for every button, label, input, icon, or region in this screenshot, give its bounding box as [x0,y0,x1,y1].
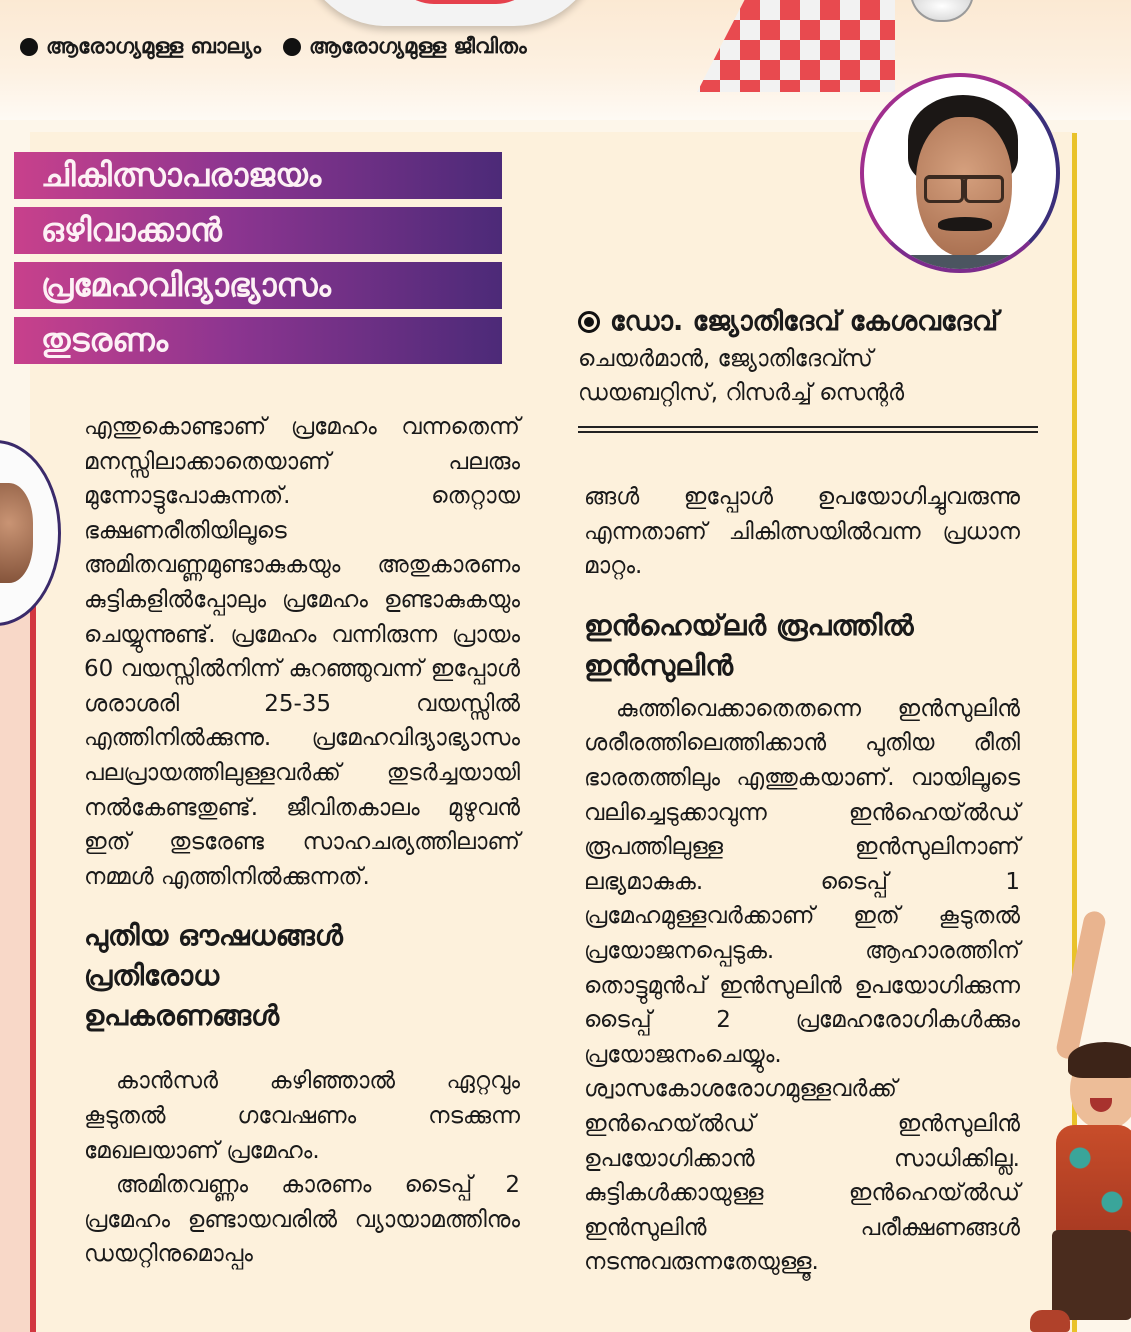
author-name: ഡോ. ജ്യോതിദേവ് കേശവദേവ് [610,306,999,337]
tagline-item [20,34,261,59]
left-accent-rule [30,520,36,1332]
headline-line: പ്രമേഹവിദ്യാഭ്യാസം [14,262,502,309]
continued-paragraph: ങ്ങൾ ഇപ്പോൾ ഉപയോഗിച്ചുവരുന്നു എന്നതാണ് ചികിത്സയിൽവന്ന പ്രധാന മാറ്റം. [584,484,1020,580]
headline-line: തുടരണം [14,317,502,364]
headline-line: ഒഴിവാക്കാൻ [14,207,502,254]
subheading [84,916,520,1036]
portrait-face [0,483,33,583]
child-hair [1068,1042,1131,1078]
subheading-line: ഉപകരണങ്ങൾ [84,999,280,1033]
photo-glasses [924,175,1004,201]
author-role-line: ചെയർമാൻ, ജ്യോതിദേവ്സ് [578,346,873,372]
intro-paragraph: എന്തുകൊണ്ടാണ് പ്രമേഹം വന്നതെന്ന് മനസ്സിലാക്കാതെയാണ് പലരും മുന്നോട്ടുപോകുന്നത്. തെറ്റായ ഭക്ഷണരീതിയിലൂടെ അമിതവണ്ണമുണ്ടാകുകയും അതുകാരണം കുട്ടികളിൽപ്പോലും പ്രമേഹം ഉണ്ടാകുകയും ചെയ്യുന്നുണ്ട്. പ്രമേഹം വന്നിരുന്ന പ്രായം 60 വയസ്സിൽനിന്ന് കുറഞ്ഞുവന്ന് ഇപ്പോൾ ശരാശരി 25-35 വയസ്സിൽ എത്തിനിൽക്കുന്നു. പ്രമേഹവിദ്യാഭ്യാസം പലപ്രായത്തിലുള്ളവർക്ക് തുടർച്ചയായി നൽകേണ്ടതുണ്ട്. ജീവിതകാലം മുഴുവൻ ഇത് തുടരേണ്ട സാഹചര്യത്തിലാണ് നമ്മൾ എത്തിനിൽക്കുന്നത്. [84,414,520,890]
child-shirt [1056,1125,1131,1235]
author-photo [860,73,1060,273]
subheading-line: ഇൻഹെയ്‌ലർ രൂപത്തിൽ [584,608,914,642]
bullet-icon [20,38,38,56]
byline-divider [578,426,1038,433]
author-name-row [578,306,1048,338]
subheading-line: ഇൻസുലിൻ [584,648,734,682]
left-margin-strip [0,520,30,1332]
series-tagline [20,34,527,59]
author-role-line: ഡയബറ്റിസ്, റിസർച്ച് സെന്റർ [578,380,905,406]
body-paragraph: കുത്തിവെക്കാതെതന്നെ ഇൻസുലിൻ ശരീരത്തിലെത്തിക്കാൻ പുതിയ രീതി ഭാരതത്തിലും എത്തുകയാണ്. വായിലൂടെ വലിച്ചെടുക്കാവുന്ന ഇൻഹെയ്‌ൽഡ് രൂപത്തിലുള്ള ഇൻസുലിനാണ് ലഭ്യമാകുക. ടൈപ്പ് 1 പ്രമേഹമുള്ളവർക്കാണ് ഇത് കൂടുതൽ പ്രയോജനപ്പെടുക. ആഹാരത്തിന് തൊട്ടുമുൻപ് ഇൻസുലിൻ ഉപയോഗിക്കുന്ന ടൈപ്പ് 2 പ്രമേഹരോഗികൾക്കും പ്രയോജനംചെയ്യും. ശ്വാസകോശരോഗമുള്ളവർക്ക് ഇൻഹെയ്‌ൽഡ് ഇൻസുലിൻ ഉപയോഗിക്കാൻ സാധിക്കില്ല. കുട്ടികൾക്കായുള്ള ഇൻഹെയ്‌ൽഡ് ഇൻസുലിൻ പരീക്ഷണങ്ങൾ നടന്നുവരുന്നതേയുള്ളൂ. [584,695,1020,1276]
author-byline [578,306,1048,410]
body-paragraph: അമിതവണ്ണം കാരണം ടൈപ്പ് 2 പ്രമേഹം ഉണ്ടായവരിൽ വ്യായാമത്തിനും ഡയറ്റിനുമൊപ്പം [84,1172,520,1268]
tagline-text: ആരോഗ്യമുള്ള ജീവിതം [309,34,527,58]
headline-line: ചികിത്സാപരാജയം [14,152,502,199]
subheading-line: പ്രതിരോധ [84,959,220,993]
tagline-item [283,34,527,59]
child-shorts [1052,1230,1131,1320]
tagline-text: ആരോഗ്യമുള്ള ബാല്യം [46,34,262,58]
subheading-line: പുതിയ ഔഷധങ്ങൾ [84,919,343,953]
child-arm [1055,909,1108,1060]
author-role [578,342,1048,410]
child-shoe [1030,1310,1070,1332]
body-paragraph: കാൻസർ കഴിഞ്ഞാൽ ഏറ്റവും കൂടുതൽ ഗവേഷണം നടക്കുന്ന മേഖലയാണ് പ്രമേഹം. [84,1068,520,1164]
bullet-icon [283,38,301,56]
right-column [584,480,1020,1280]
photo-mustache [938,217,992,231]
left-column [84,410,520,1272]
bullseye-icon [578,311,600,333]
jumping-child-illustration [1030,900,1131,1332]
article-headline [14,152,502,372]
subheading [584,606,1020,686]
